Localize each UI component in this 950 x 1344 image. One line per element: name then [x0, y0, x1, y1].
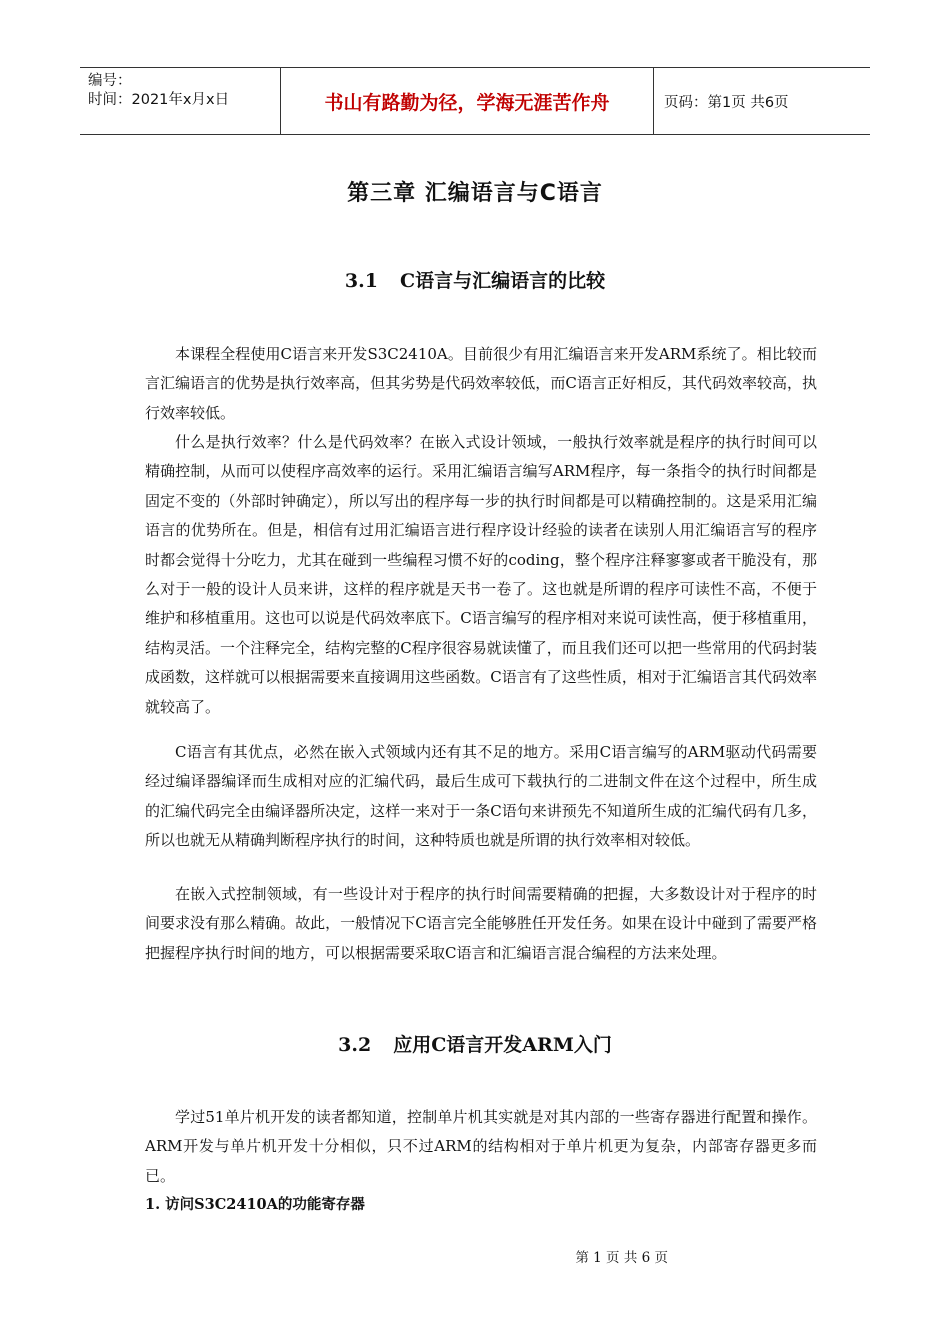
document-date-label: 时间：2021年x月x日: [88, 92, 230, 108]
section-title: C语言与汇编语言的比较: [399, 270, 606, 292]
page-footer: 第 1 页 共 6 页: [575, 1250, 668, 1266]
paragraph-2: 什么是执行效率？什么是代码效率？在嵌入式设计领域，一般执行效率就是程序的执行时间可以精确控制，从而可以使程序高效率的运行。采用汇编语言编写ARM程序，每一条指令的执行时间都是固定不变的（外部时钟确定），所以写出的程序每一步的执行时间都是可以精确控制的。这是采用汇编语言的优势所在。但是，相信有过用汇编语言进行程序设计经验的读者在读别人用汇编语言写的程序时都会觉得十分吃力，尤其在碰到一些编程习惯不好的coding，整个程序注释寥寥或者干脆没有，那么对于一般的设计人员来讲，这样的程序就是天书一卷了。这也就是所谓的程序可读性不高，不便于维护和移植重用。这也可以说是代码效率底下。C语言编写的程序相对来说可读性高，便于移植重用，结构灵活。一个注释完全，结构完整的C程序很容易就读懂了，而且我们还可以把一些常用的代码封装成函数，这样就可以根据需要来直接调用这些函数。C语言有了这些性质，相对于汇编语言其代码效率就较高了。: [145, 433, 817, 716]
header-page-info: 页码：第1页 共6页: [664, 94, 789, 111]
section-heading-1: [0, 266, 950, 293]
paragraph-5: 学过51单片机开发的读者都知道，控制单片机其实就是对其内部的一些寄存器进行配置和操作。ARM开发与单片机开发十分相似，只不过ARM的结构相对于单片机更为复杂，内部寄存器更多而已。: [145, 1108, 817, 1185]
section-number: 3.2: [338, 1034, 372, 1056]
subheading: 1. 访问S3C2410A的功能寄存器: [145, 1196, 365, 1213]
section-heading-2: [0, 1030, 950, 1057]
header-left-cell: [80, 68, 280, 134]
document-number-label: 编号：: [88, 73, 132, 89]
chapter-title: 第三章 汇编语言与C语言: [347, 181, 603, 206]
paragraph-1: 本课程全程使用C语言来开发S3C2410A。目前很少有用汇编语言来开发ARM系统了。相比较而言汇编语言的优势是执行效率高，但其劣势是代码效率较低，而C语言正好相反，其代码效率较高，执行效率较低。: [145, 345, 817, 422]
section-title: 应用C语言开发ARM入门: [393, 1034, 612, 1056]
section-number: 3.1: [344, 270, 378, 292]
paragraph-3: C语言有其优点，必然在嵌入式领域内还有其不足的地方。采用C语言编写的ARM驱动代码需要经过编译器编译而生成相对应的汇编代码，最后生成可下载执行的二进制文件在这个过程中，所生成的汇编代码完全由编译器所决定，这样一来对于一条C语句来讲预先不知道所生成的汇编代码有几多，所以也就无从精确判断程序执行的时间，这种特质也就是所谓的执行效率相对较低。: [145, 743, 817, 850]
page-header: [80, 67, 870, 135]
paragraph-4: 在嵌入式控制领域，有一些设计对于程序的执行时间需要精确的把握，大多数设计对于程序的时间要求没有那么精确。故此，一般情况下C语言完全能够胜任开发任务。如果在设计中碰到了需要严格把握程序执行时间的地方，可以根据需要采取C语言和汇编语言混合编程的方法来处理。: [145, 885, 817, 962]
header-motto: 书山有路勤为径，学海无涯苦作舟: [280, 68, 654, 134]
